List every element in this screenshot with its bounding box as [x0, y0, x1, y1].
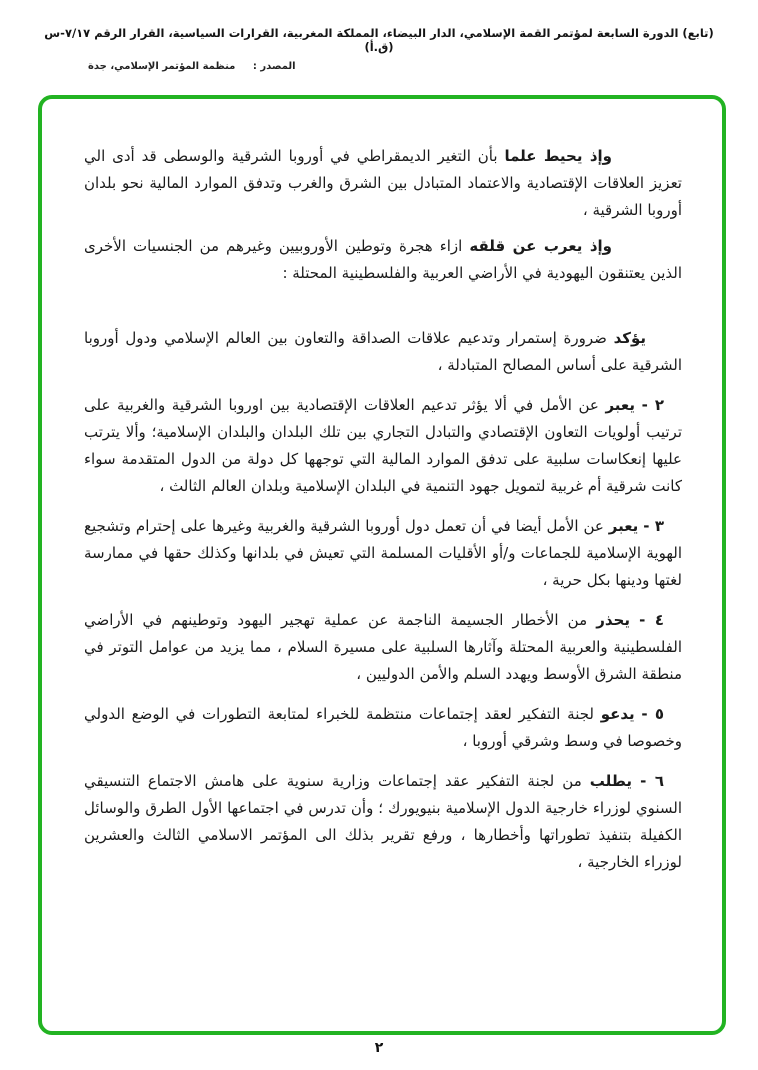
page-number: ٢: [374, 1040, 384, 1056]
paragraph-lead: وإذ يعرب عن قلقه: [469, 237, 612, 255]
resolution-item: [84, 607, 682, 688]
resolution-item: [84, 513, 682, 594]
item-text: لجنة التفكير لعقد إجتماعات منتظمة للخبراء لمتابعة التطورات في الوضع الدولي وخصوصا في وسط وشرقي أوروبا ،: [84, 705, 682, 750]
item-lead: يعبر: [605, 396, 635, 414]
item-number: ٦ -: [640, 772, 664, 790]
item-lead: يعبر: [608, 517, 639, 535]
item-number: ٣ -: [643, 517, 664, 535]
item-lead: يدعو: [600, 705, 635, 723]
source-value: منظمة المؤتمر الإسلامي، جدة: [88, 61, 236, 72]
resolution-item: [84, 768, 682, 876]
item-text: من لجنة التفكير عقد إجتماعات وزارية سنوية على هامش الاجتماع التنسيقي السنوي لوزراء خارجية الدول الإسلامية بنيويورك ؛ وأن تدرس في اجتماعها الأول الطرق والوسائل الكفيلة بتنفيذ تطوراتها وأخطارها ، ورفع تقرير بذلك الى المؤتمر الاسلامي الثالث والعشرين لوزراء الخارجية ،: [84, 772, 682, 871]
item-lead: يطلب: [589, 772, 633, 790]
paragraph-lead: وإذ يحيط علما: [504, 147, 612, 165]
item-text: ضرورة إستمرار وتدعيم علاقات الصداقة والتعاون بين العالم الإسلامي ودول أوروبا الشرقية على أساس المصالح المتبادلة ،: [84, 329, 682, 374]
item-number: ٢ -: [641, 396, 664, 414]
item-text: من الأخطار الجسيمة الناجمة عن عملية تهجير اليهود وتوطينهم في الأراضي الفلسطينية والعربية المحتلة وآثارها السلبية على مسيرة السلام ، مما يزيد من عوامل التوتر في منطقة الشرق الأوسط ويهدد السلم والأمن الدوليين ،: [84, 611, 682, 683]
item-text: عن الأمل في ألا يؤثر تدعيم العلاقات الإقتصادية بين اوروبا الشرقية والغربية على ترتيب أولويات التعاون الإقتصادي والتبادل التجاري بين تلك البلدان والبلدان الإسلامية؛ وألا يترتب عليها إنعكاسات سلبية على تدفق الموارد المالية التي توجهها كل دولة من الدول المتقدمة سواء كانت شرقية أم غربية لتمويل جهود التنمية في البلدان الإسلامية وبلدان العالم الثالث ،: [84, 396, 682, 495]
document-body: [42, 99, 722, 876]
item-lead: يحذر: [596, 611, 630, 629]
paragraph-text: ازاء هجرة وتوطين الأوروبيين وغيرهم من الجنسيات الأخرى الذين يعتنقون اليهودية في الأراضي العربية والفلسطينية المحتلة :: [84, 237, 682, 282]
paragraph-text: بأن التغير الديمقراطي في أوروبا الشرقية والوسطى قد أدى الي تعزيز العلاقات الإقتصادية والاعتماد المتبادل بين الشرق والغرب وتدفق الموارد المالية نحو بلدان أوروبا الشرقية ،: [84, 147, 682, 219]
preamble-paragraph: [84, 233, 682, 287]
resolution-item: [84, 701, 682, 755]
resolution-item: [84, 325, 682, 379]
preamble-paragraph: [84, 143, 682, 224]
item-lead: يؤكد: [613, 329, 646, 347]
header-source-line: [0, 61, 758, 72]
header-title: (تابع) الدورة السابعة لمؤتمر القمة الإسلامي، الدار البيضاء، المملكة المغربية، القرارات السياسية، القرار الرقم ٧/١٧-س (ق.أ): [44, 26, 714, 54]
source-label: المصدر :: [252, 61, 296, 72]
item-number: ٥ -: [641, 705, 664, 723]
resolution-item: [84, 392, 682, 500]
document-header: [0, 26, 758, 72]
item-number: ٤ -: [639, 611, 664, 629]
item-text: عن الأمل أيضا في أن تعمل دول أوروبا الشرقية والغربية وغيرها على إحترام وتشجيع الهوية الإسلامية للجماعات و/أو الأقليات المسلمة التي تعيش في بلدانها وكذلك حقها في ممارسة لغتها ودينها بكل حرية ،: [84, 517, 682, 589]
green-border-frame: [38, 95, 726, 1035]
